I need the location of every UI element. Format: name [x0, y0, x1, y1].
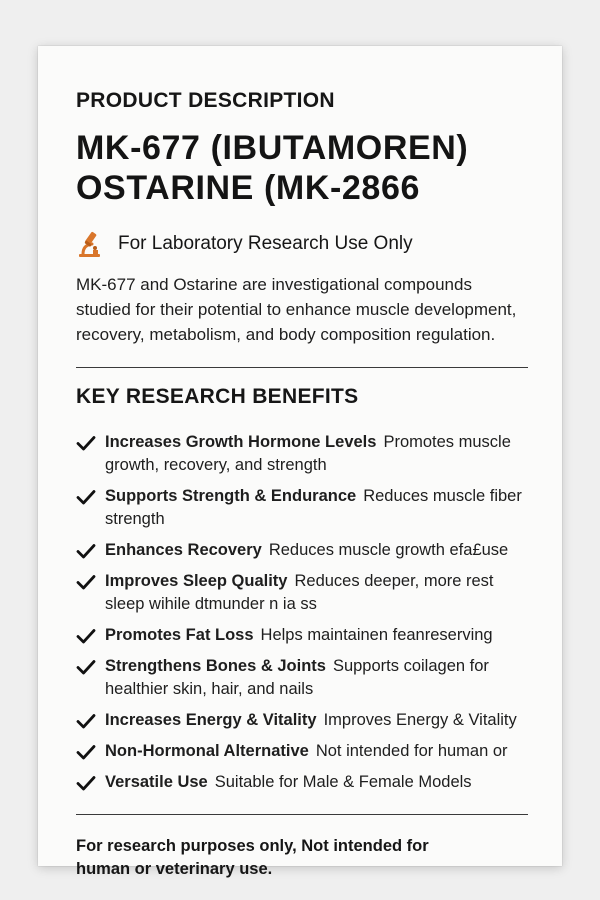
- eyebrow-heading: PRODUCT DESCRIPTION: [76, 89, 335, 112]
- benefits-list: [76, 431, 528, 794]
- benefit-description: Improves Energy & Vitality: [323, 711, 517, 729]
- benefit-item: [76, 570, 528, 616]
- checkmark-icon: [76, 659, 96, 675]
- benefit-item: [76, 485, 528, 531]
- benefit-title: Enhances Recovery: [105, 541, 262, 559]
- benefit-item: [76, 771, 528, 794]
- product-title-line-1: MK-677 (IBUTAMOREN): [76, 129, 469, 167]
- benefit-description: Reduces muscle growth efa£use: [268, 541, 509, 559]
- lab-use-text: For Laboratory Research Use Only: [118, 233, 413, 254]
- benefit-description: Suitable for Male & Female Models: [214, 773, 472, 791]
- footer-divider: [76, 814, 528, 815]
- product-card: [38, 46, 562, 878]
- benefit-description: Helps maintainen feanreserving: [260, 626, 493, 644]
- research-disclaimer: For research purposes only, Not intended for human or veterinary use.: [76, 837, 429, 878]
- checkmark-icon: [76, 574, 96, 590]
- section-divider: [76, 367, 528, 368]
- product-title-line-2: OSTARINE (MK-2866: [76, 169, 420, 207]
- benefit-description: Supports coilagen for healthier skin, hair, and nails: [105, 657, 489, 698]
- intro-paragraph: MK-677 and Ostarine are investigational compounds studied for their potential to enhance muscle development, recovery, metabolism, and body composition regulation.: [76, 275, 517, 344]
- benefit-title: Increases Growth Hormone Levels: [105, 433, 377, 451]
- benefit-title: Increases Energy & Vitality: [105, 711, 317, 729]
- lab-use-note: [76, 230, 528, 258]
- benefit-description: Reduces muscle fiber strength: [105, 487, 522, 528]
- benefit-title: Strengthens Bones & Joints: [105, 657, 326, 675]
- benefit-item: [76, 431, 528, 477]
- checkmark-icon: [76, 489, 96, 505]
- checkmark-icon: [76, 628, 96, 644]
- benefits-heading: KEY RESEARCH BENEFITS: [76, 385, 359, 408]
- checkmark-icon: [76, 435, 96, 451]
- benefit-title: Promotes Fat Loss: [105, 626, 254, 644]
- product-title: [76, 128, 528, 208]
- benefit-item: [76, 740, 528, 763]
- benefit-title: Supports Strength & Endurance: [105, 487, 357, 505]
- benefit-description: Reduces deeper, more rest sleep wihile dtmunder n ia ss: [105, 572, 494, 613]
- microscope-icon: [76, 230, 104, 258]
- benefit-title: Non-Hormonal Alternative: [105, 742, 309, 760]
- benefit-item: [76, 539, 528, 562]
- checkmark-icon: [76, 775, 96, 791]
- benefit-item: [76, 655, 528, 701]
- checkmark-icon: [76, 744, 96, 760]
- benefit-item: [76, 624, 528, 647]
- card-content: [76, 88, 528, 898]
- checkmark-icon: [76, 713, 96, 729]
- benefit-description: Not intended for human or: [315, 742, 508, 760]
- benefit-item: [76, 709, 528, 732]
- benefit-description: Promotes muscle growth, recovery, and strength: [105, 433, 511, 474]
- benefit-title: Versatile Use: [105, 773, 208, 791]
- benefit-title: Improves Sleep Quality: [105, 572, 288, 590]
- checkmark-icon: [76, 543, 96, 559]
